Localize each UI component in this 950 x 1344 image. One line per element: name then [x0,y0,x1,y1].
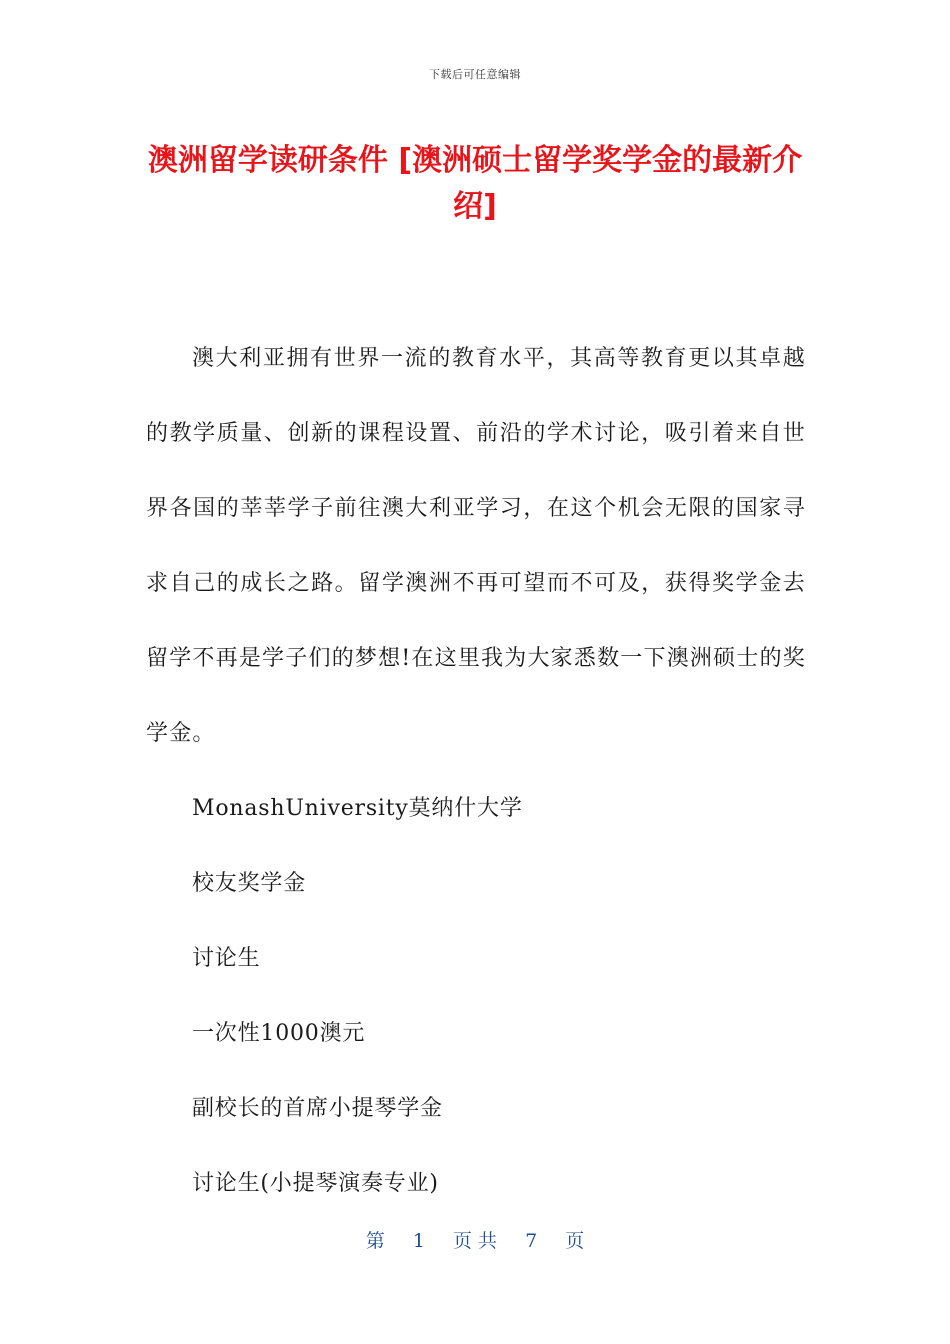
footer-total-pages: 7 [525,1230,538,1252]
footer-current-page: 1 [412,1230,425,1252]
header-note: 下载后可任意编辑 [429,68,521,81]
intro-paragraph: 澳大利亚拥有世界一流的教育水平，其高等教育更以其卓越的教学质量、创新的课程设置、前沿的学术讨论，吸引着来自世界各国的莘莘学子前往澳大利亚学习，在这个机会无限的国家寻求自己的成长之路。留学澳洲不再可望而不可及，获得奖学金去留学不再是学子们的梦想!在这里我为大家悉数一下澳洲硕士的奖学金。 [146,346,806,746]
document-title: 澳洲留学读研条件 [澳洲硕士留学奖学金的最新介绍] [147,143,803,224]
body-line-level: 讨论生 [192,946,261,971]
footer-suffix: 页 [565,1230,585,1252]
body-line-university: MonashUniversity莫纳什大学 [192,796,523,821]
footer-middle: 页 共 [452,1230,498,1252]
body-line-level-2: 讨论生(小提琴演奏专业) [192,1171,439,1196]
body-line-scholarship-name: 校友奖学金 [192,871,307,896]
page-footer [0,1226,950,1253]
document-body [146,321,806,1221]
footer-prefix: 第 [365,1230,385,1252]
body-line-amount: 一次性1000澳元 [192,1021,366,1046]
body-line-scholarship-name-2: 副校长的首席小提琴学金 [192,1096,443,1121]
